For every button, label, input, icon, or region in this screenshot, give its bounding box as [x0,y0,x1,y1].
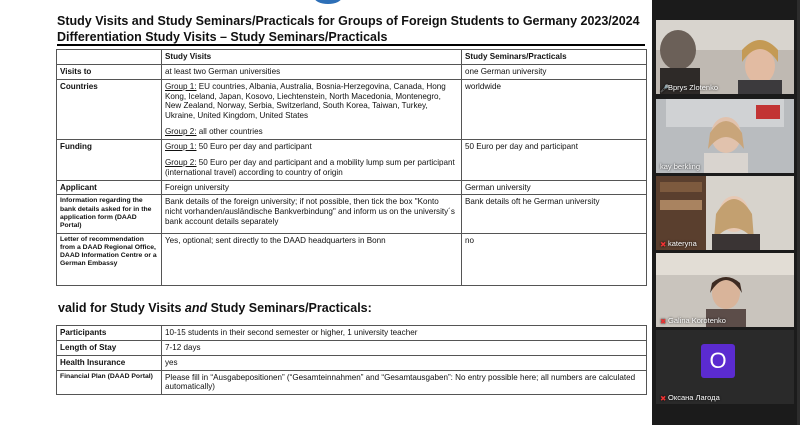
table-row: Health Insurance yes [57,355,647,370]
table-row: Visits to at least two German universities one German university [57,64,647,79]
section-heading: valid for Study Visits and Study Seminars/Practicals: [58,301,372,315]
mic-muted-icon: ✖ [660,240,667,249]
participant-name: 🎤Bprys Zlotenko [660,83,719,93]
mic-muted-icon: ✖ [660,394,667,403]
participant-name: kay berkling [660,162,701,171]
title-divider [57,44,645,46]
table-header-row [57,50,647,65]
participant-name: ✖ Galina Korotenko [660,316,726,326]
table-row: Letter of recommendation from a DAAD Regional Office, DAAD Information Centre or a German Embassy Yes, optional; sent directly to the DAAD headquarters in Bonn no [57,233,647,285]
table-row: Financial Plan (DAAD Portal) Please fill in “Ausgabepositionen” (“Gesamteinnahmen” and “Gesamtausgaben”: No entry possible here; all numbers are calculated automatically) [57,370,647,395]
header-cell: Study Visits [162,50,462,65]
participant-tile[interactable] [656,253,794,327]
participant-tile[interactable] [656,99,794,173]
header-cell [57,50,162,65]
mic-muted-icon: ✖ [660,317,667,326]
common-table [56,325,647,395]
table-row: Funding Group 1: 50 Euro per day and participant Group 2: 50 Euro per day and participant and a mobility lump sum per participant (international travel) according to country of origin 50 Euro per day and participant [57,140,647,181]
header-cell: Study Seminars/Practicals [462,50,647,65]
table-row: Applicant Foreign university German university [57,180,647,195]
slide-subtitle: Differentiation Study Visits – Study Seminars/Practicals [57,30,388,44]
participant-tile[interactable] [656,330,794,404]
participant-tile[interactable] [656,176,794,250]
comparison-table [56,49,647,286]
participant-name: ✖ kateryna [660,239,697,249]
avatar: O [701,344,735,378]
table-row: Countries Group 1: EU countries, Albania, Australia, Bosnia-Herzegovina, Canada, Hong Kong, Iceland, Japan, Kosovo, Liechtenstein, North Macedonia, Montenegro, New Zealand, Norway, Serbia, Switzerland, South Korea, Taiwan, Turkey, Ukraine, United Kingdom, United States Group 2: all other countries worldwide [57,79,647,139]
participant-tile[interactable] [656,20,794,94]
presenter-indicator [314,0,342,4]
table-row: Information regarding the bank details asked for in the application form (DAAD Portal) Bank details of the foreign university; if not possible, then tick the box "Konto nicht vorhanden/ausländische Bankverbindung" and inform us on the university´s bank account details separately Bank details oft he German university [57,195,647,233]
mic-icon: 🎤 [660,84,670,93]
table-row: Participants 10-15 students in their second semester or higher, 1 university teacher [57,326,647,341]
participant-name: ✖ Оксана Лагода [660,393,720,403]
table-row: Length of Stay 7-12 days [57,340,647,355]
slide-title: Study Visits and Study Seminars/Practicals for Groups of Foreign Students to Germany 2023/2024 [57,14,640,28]
